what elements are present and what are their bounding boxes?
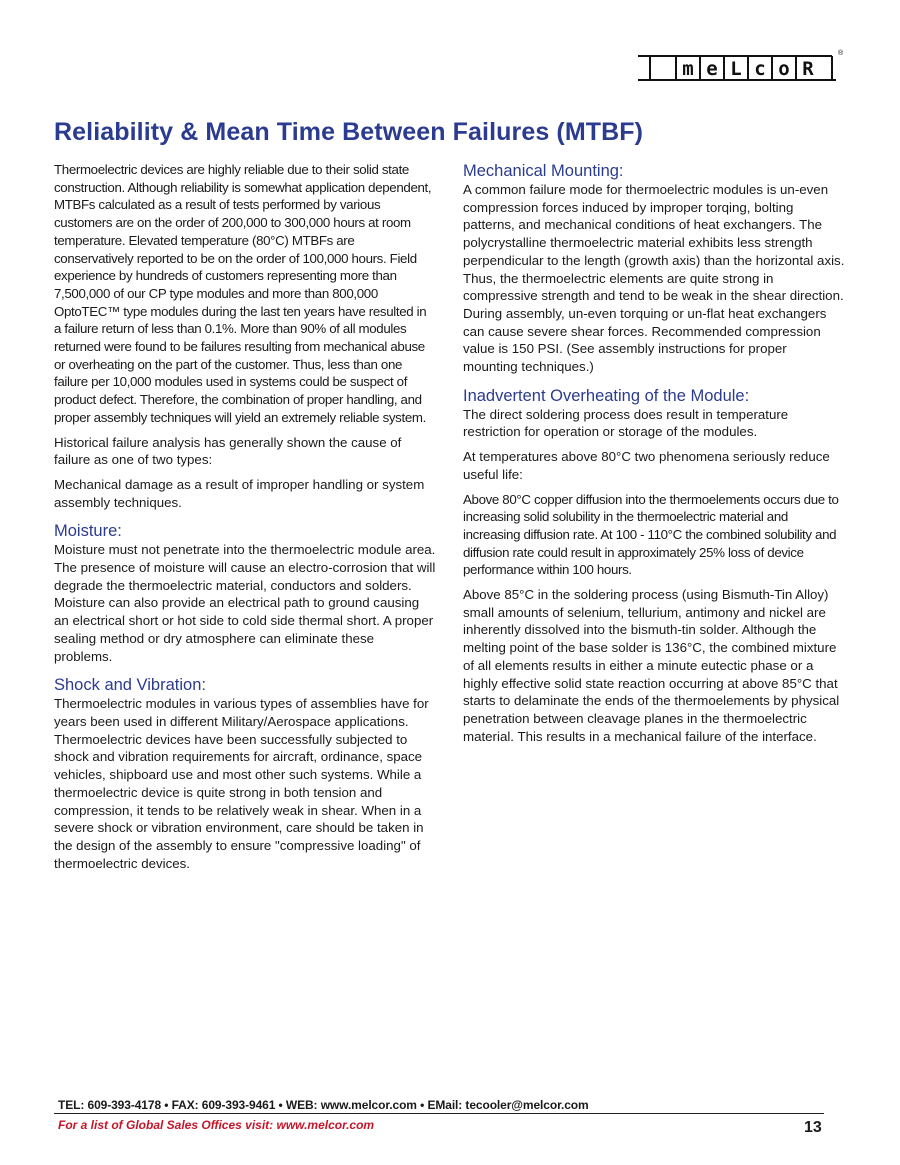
- overheating-paragraph: Above 85°C in the soldering process (using Bismuth-Tin Alloy) small amounts of selenium, tellurium, antimony and nickel are inherently dissolved into the bismuth-tin solder. Although the melting point of the base solder is 136°C, the combined mixture of all elements results in either a minute eutectic phase or a highly effective solid state reaction occurring at above 85°C that starts to delaminate the ends of the thermoelements by physical penetration between cleavage planes in the thermoelectric material. This results in a mechanical failure of the interface.: [463, 587, 840, 744]
- intro-paragraph: Thermoelectric devices are highly reliable due to their solid state construction. Although reliability is somewhat application dependent, MTBFs calculated as a result of tests performed by various customers are on the order of 200,000 to 300,000 hours at room temperature. Elevated temperature (80°C) MTBFs are conservatively reported to be on the order of 100,000 hours. Field experience by hundreds of customers representing more than 7,500,000 of our CP type modules and more than 800,000 OptoTEC™ type modules during the last ten years have resulted in a failure return of less than 0.1%. More than 90% of all modules returned were found to be failures resulting from mechanical abuse or overheating on the part of the customer. Thus, less than one failure per 10,000 modules used in systems could be suspect of product defect. Therefore, the combination of proper handling, and proper assembly techniques will yield an extremely reliable system.: [54, 162, 432, 425]
- moisture-text: Moisture must not penetrate into the thermoelectric module area. The presence of moisture will cause an electro-corrosion that will degrade the thermoelectric material, conductors and solders. Moisture can also provide an electrical path to ground causing an electrical short or hot side to cold side thermal short. A proper sealing method or dry atmosphere can eliminate these problems.: [54, 542, 436, 664]
- logo-letter: L: [730, 58, 742, 80]
- mechanical-damage-paragraph: Mechanical damage as a result of improper handling or system assembly techniques.: [54, 476, 425, 510]
- mounting-text: A common failure mode for thermoelectric modules is un-even compression forces induced by improper torqing, bolting patterns, and mechanical conditions of heat exchangers. The polycrystalline thermoelectric material exhibits less strength perpendicular to the length (growth axis) than the horizontal axis. Thus, the thermoelectric elements are quite strong in compressive strength and tend to be weak in the shear direction. During assembly, un-even torquing or un-flat heat exchangers can cause severe shear forces. Recommended compression value is 150 PSI. (See assembly instructions for proper mounting techniques.): [463, 182, 845, 375]
- left-column: [54, 161, 436, 879]
- overheating-paragraph: Above 80°C copper diffusion into the thermoelements occurs due to increasing solid solubility in the thermoelectric material and increasing diffusion rate. At 100 - 110°C the combined solubility and diffusion rate could result in approximately 25% loss of device performance within 100 hours.: [463, 491, 839, 578]
- overheating-paragraph: At temperatures above 80°C two phenomena seriously reduce useful life:: [463, 449, 830, 482]
- footer-divider: [54, 1113, 824, 1114]
- overheating-paragraph: The direct soldering process does result in temperature restriction for operation or storage of the modules.: [463, 406, 789, 440]
- global-offices-link[interactable]: For a list of Global Sales Offices visit: www.melcor.com: [58, 1118, 375, 1132]
- page-title: Reliability & Mean Time Between Failures (MTBF): [54, 118, 644, 146]
- footer-contact: TEL: 609-393-4178 • FAX: 609-393-9461 • WEB: www.melcor.com • EMail: tecooler@melcor.com: [58, 1098, 589, 1112]
- moisture-heading: Moisture:: [54, 522, 122, 541]
- logo-letter: o: [778, 58, 790, 80]
- overheating-heading: Inadvertent Overheating of the Module:: [463, 386, 750, 405]
- right-column: [463, 161, 845, 752]
- shock-heading: Shock and Vibration:: [54, 676, 206, 695]
- mounting-heading: Mechanical Mounting:: [463, 162, 624, 180]
- registered-mark: ®: [838, 50, 844, 57]
- logo-letter: c: [754, 58, 766, 80]
- logo-letter: m: [682, 58, 694, 80]
- melcor-logo: [636, 48, 846, 86]
- shock-text: Thermoelectric modules in various types of assemblies have for years been used in different Military/Aerospace applications. Thermoelectric devices have been successfully subjected to shock and vibration requirements for aircraft, ordinance, space vehicles, shipboard use and most other such systems. While a thermoelectric device is quite strong in both tension and compression, it tends to be relatively weak in shear. When in a severe shock or vibration environment, care should be taken in the design of the assembly to ensure "compressive loading" of thermoelectric devices.: [54, 696, 429, 871]
- logo-letter: e: [706, 58, 718, 80]
- page-number: 13: [804, 1119, 822, 1136]
- failure-types-paragraph: Historical failure analysis has generally shown the cause of failure as one of two types:: [54, 434, 402, 468]
- logo-letter: R: [802, 58, 814, 80]
